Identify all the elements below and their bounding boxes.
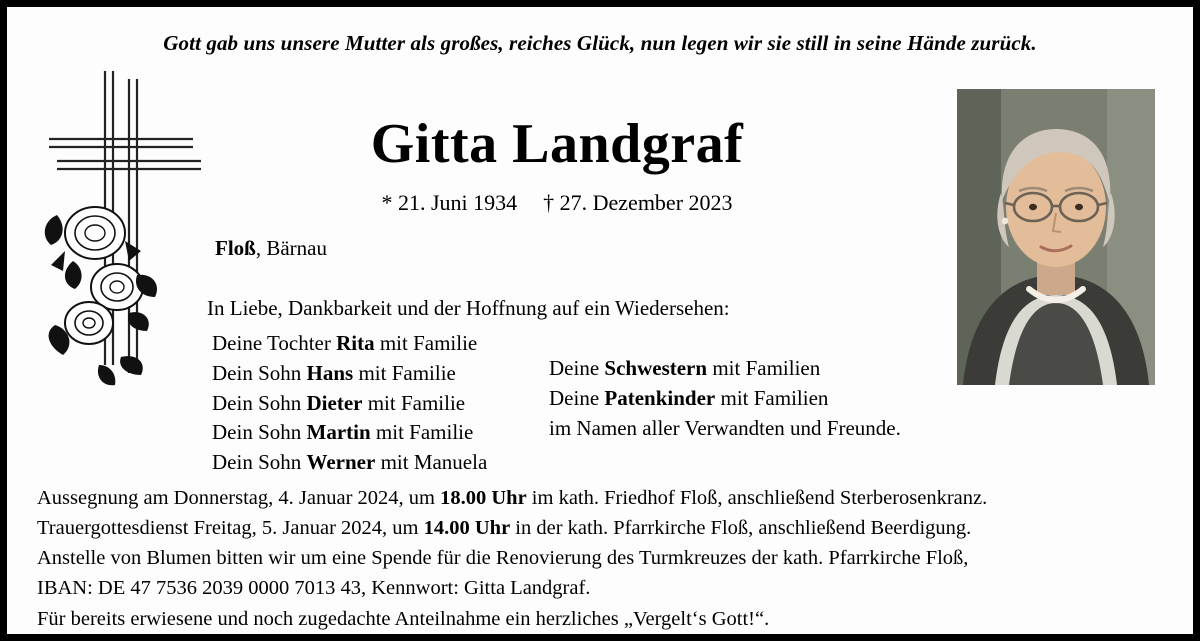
list-item [212,359,542,389]
portrait-photo [957,89,1155,385]
line-prefix: Anstelle von Blumen bitten wir um eine Spende für die Renovierung des Turmkreuzes der kath. Pfarrkirche Floß, [37,547,969,570]
line-prefix: Dein Sohn [212,360,307,385]
line-name: Patenkinder [604,385,716,410]
line-suffix: mit Manuela [375,450,488,475]
motto-text: Gott gab uns unsere Mutter als großes, reiches Glück, nun legen wir sie still in seine Hände zurück. [163,31,1037,55]
list-item [212,448,542,478]
place-secondary: , Bärnau [255,236,327,260]
line-suffix: im kath. Friedhof Floß, anschließend Sterberosenkranz. [526,487,988,509]
place-line [215,236,327,261]
line-suffix: in der kath. Pfarrkirche Floß, anschließend Beerdigung. [510,517,972,540]
line-name: Dieter [306,390,363,415]
line-suffix: mit Familien [715,385,829,410]
detail-line [37,543,1169,573]
list-item [212,418,542,448]
line-name: Werner [306,450,376,475]
line-suffix: mit Familien [707,356,821,380]
cross-with-roses-icon [33,65,203,405]
list-item [212,329,542,359]
funeral-details [37,483,1169,634]
detail-line [37,513,1169,543]
line-name: Martin [306,420,371,445]
list-item [212,389,542,419]
line-prefix: Für bereits erwiesene und noch zugedachte Anteilnahme ein herzliches „Vergelt‘s Gott!“. [37,607,770,630]
list-item [549,354,949,384]
family-column-right [549,354,949,443]
line-prefix: Aussegnung am Donnerstag, 4. Januar 2024, um [37,487,441,509]
birth-date: * 21. Juni 1934 [381,190,518,215]
line-prefix: Deine Tochter [212,331,337,355]
line-prefix: Trauergottesdienst Freitag, 5. Januar 2024, um [37,517,424,540]
line-prefix: Dein Sohn [212,450,307,475]
line-prefix: im Namen aller Verwandten und Freunde. [549,415,901,440]
obituary-inner [7,7,1193,634]
line-prefix: Deine [549,356,605,380]
thanks-line [37,604,1169,634]
deceased-name: Gitta Landgraf [370,113,744,175]
line-suffix: mit Familie [370,420,474,445]
death-date: † 27. Dezember 2023 [543,190,733,215]
line-prefix: Dein Sohn [212,420,307,445]
place-primary: Floß [215,236,256,260]
line-emphasis: 18.00 Uhr [440,487,527,509]
line-suffix: mit Familie [353,360,456,385]
iban-line [37,573,1169,603]
detail-line [37,483,1169,513]
line-prefix: Dein Sohn [212,390,307,415]
list-item [549,414,949,444]
line-name: Hans [306,360,354,385]
life-dates [207,190,907,216]
line-suffix: mit Familie [362,390,466,415]
intro-text: In Liebe, Dankbarkeit und der Hoffnung auf ein Wiedersehen: [207,296,730,320]
line-prefix: Deine [549,385,605,410]
line-name: Rita [336,331,375,355]
line-emphasis: 14.00 Uhr [423,517,511,540]
list-item [549,384,949,414]
family-column-left [212,329,542,478]
line-suffix: mit Familie [374,331,478,355]
line-prefix: IBAN: DE 47 7536 2039 0000 7013 43, Kennwort: Gitta Landgraf. [37,577,591,600]
line-name: Schwestern [604,356,708,380]
